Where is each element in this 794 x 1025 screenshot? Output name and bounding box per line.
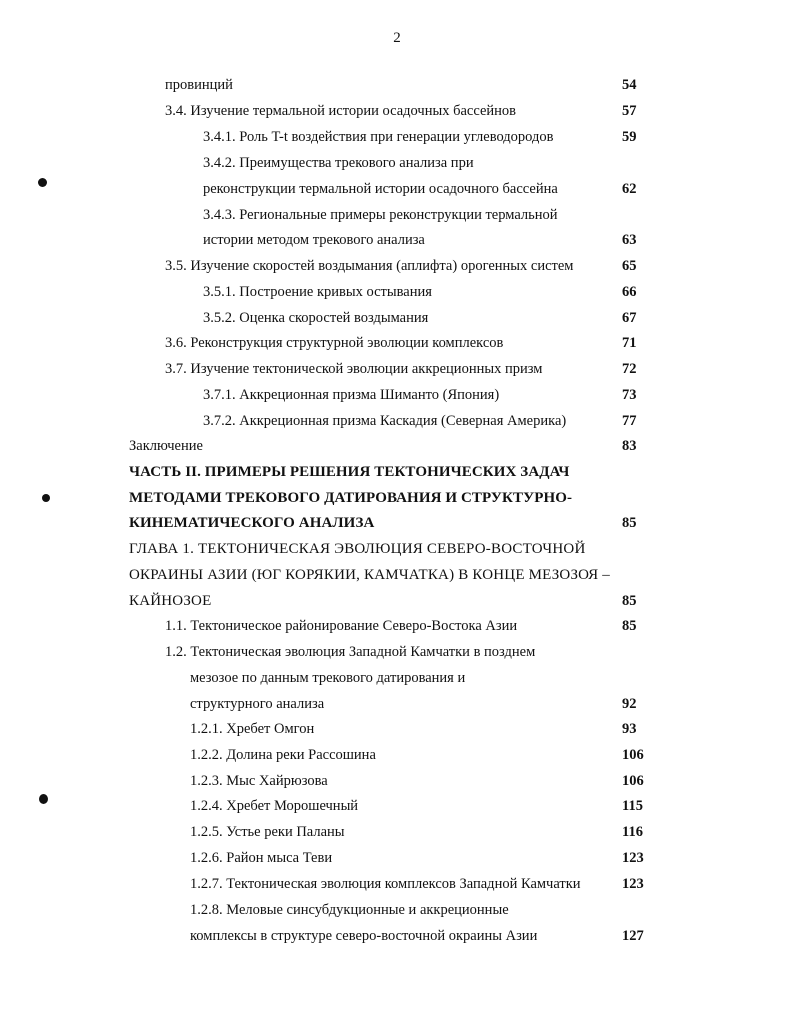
toc-entry-text: 1.2.6. Район мыса Теви — [190, 850, 333, 866]
toc-entry-page: 93 — [622, 721, 637, 737]
toc-entry-text: 3.7.2. Аккреционная призма Каскадия (Северная Америка) — [203, 413, 567, 429]
toc-entry-text: 3.7. Изучение тектонической эволюции аккреционных призм — [165, 361, 543, 377]
toc-entry-text: истории методом трекового анализа — [203, 232, 425, 248]
toc-entry-text: реконструкции термальной истории осадочного бассейна — [203, 181, 558, 197]
toc-entry-page: 62 — [622, 181, 637, 197]
toc-entry-text: 1.2.2. Долина реки Рассошина — [190, 747, 376, 763]
toc-entry-page: 77 — [622, 413, 637, 429]
toc-entry-text: 1.2.8. Меловые синсубдукционные и аккреционные — [190, 902, 509, 918]
toc-entry-text: 1.1. Тектоническое районирование Северо-Востока Азии — [165, 618, 518, 634]
toc-entry-text: 1.2.3. Мыс Хайрюзова — [190, 773, 328, 789]
toc-entry-text: 3.5.1. Построение кривых остывания — [203, 284, 432, 300]
toc-entry-text: 1.2.4. Хребет Морошечный — [190, 798, 359, 814]
toc-entry-page: 123 — [622, 850, 644, 866]
toc-entry-page: 65 — [622, 258, 637, 274]
chapter-heading: ГЛАВА 1. ТЕКТОНИЧЕСКАЯ ЭВОЛЮЦИЯ СЕВЕРО-ВОСТОЧНОЙ — [129, 541, 586, 557]
toc-entry-text: 3.4.3. Региональные примеры реконструкции термальной — [203, 207, 558, 223]
toc-entry-text: 1.2. Тектоническая эволюция Западной Камчатки в позднем — [165, 644, 536, 660]
scan-blot — [42, 494, 50, 502]
toc-entry-page: 85 — [622, 618, 637, 634]
toc-entry-text: мезозое по данным трекового датирования и — [190, 670, 466, 686]
toc-entry-text: структурного анализа — [190, 696, 325, 712]
page-number: 2 — [393, 30, 401, 46]
toc-entry-page: 116 — [622, 824, 643, 840]
toc-entry-text: 3.4.2. Преимущества трекового анализа при — [203, 155, 474, 171]
toc-entry-page: 54 — [622, 77, 637, 93]
toc-entry-text: Заключение — [129, 438, 203, 454]
toc-entry-text: 1.2.7. Тектоническая эволюция комплексов Западной Камчатки — [190, 876, 581, 892]
toc-entry-text: 3.5. Изучение скоростей воздымания (аплифта) орогенных систем — [165, 258, 574, 274]
toc-entry-page: 72 — [622, 361, 637, 377]
toc-entry-page: 57 — [622, 103, 637, 119]
part-heading: МЕТОДАМИ ТРЕКОВОГО ДАТИРОВАНИЯ И СТРУКТУРНО- — [129, 490, 573, 506]
toc-entry-page: 92 — [622, 696, 637, 712]
scan-blot — [38, 178, 47, 187]
toc-entry-text: 3.5.2. Оценка скоростей воздымания — [203, 310, 429, 326]
toc-entry-text: 3.7.1. Аккреционная призма Шиманто (Япония) — [203, 387, 500, 403]
toc-entry-page: 123 — [622, 876, 644, 892]
toc-entry-page: 71 — [622, 335, 637, 351]
toc-entry-page: 59 — [622, 129, 637, 145]
toc-entry-page: 73 — [622, 387, 637, 403]
toc-entry-page: 115 — [622, 798, 643, 814]
toc-entry-text: комплексы в структуре северо-восточной окраины Азии — [190, 928, 538, 944]
toc-entry-text: 1.2.1. Хребет Омгон — [190, 721, 315, 737]
toc-entry-text: 3.4.1. Роль T-t воздействия при генерации углеводородов — [203, 129, 554, 145]
toc-entry-page: 66 — [622, 284, 637, 300]
toc-entry-text: провинций — [165, 77, 233, 93]
toc-entry-text: 3.4. Изучение термальной истории осадочных бассейнов — [165, 103, 516, 119]
toc-entry-page: 63 — [622, 232, 637, 248]
part-heading: КИНЕМАТИЧЕСКОГО АНАЛИЗА — [129, 515, 375, 531]
chapter-heading: КАЙНОЗОЕ — [129, 593, 212, 609]
part-heading: ЧАСТЬ II. ПРИМЕРЫ РЕШЕНИЯ ТЕКТОНИЧЕСКИХ ЗАДАЧ — [129, 464, 570, 480]
toc-entry-page: 83 — [622, 438, 637, 454]
toc-entry-page: 67 — [622, 310, 637, 326]
chapter-heading: ОКРАИНЫ АЗИИ (ЮГ КОРЯКИИ, КАМЧАТКА) В КОНЦЕ МЕЗОЗОЯ – — [129, 567, 610, 583]
toc-entry-text: 1.2.5. Устье реки Паланы — [190, 824, 345, 840]
toc-entry-text: 3.6. Реконструкция структурной эволюции комплексов — [165, 335, 504, 351]
toc-entry-page: 127 — [622, 928, 644, 944]
toc-entry-page: 106 — [622, 773, 644, 789]
scan-blot — [39, 794, 48, 804]
toc-entry-page: 85 — [622, 515, 637, 531]
toc-entry-page: 85 — [622, 593, 637, 609]
toc-entry-page: 106 — [622, 747, 644, 763]
